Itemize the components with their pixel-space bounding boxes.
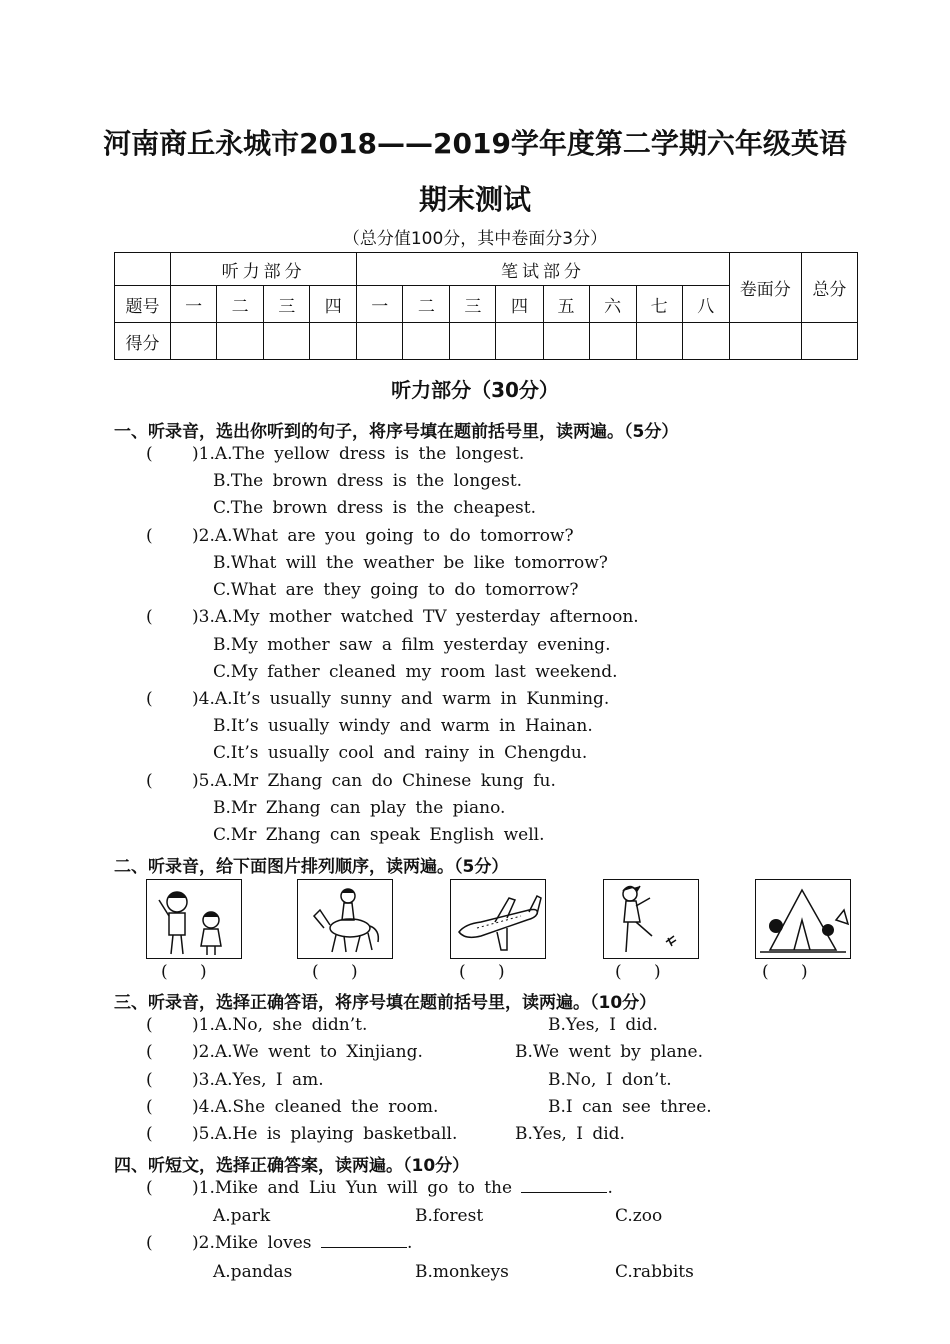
s4-q1-stem xyxy=(192,1178,613,1198)
q4-option-b: B.It’s usually windy and warm in Hainan. xyxy=(213,716,593,736)
writing-number-cell: 八 xyxy=(682,286,729,323)
girl-kicking-shuttlecock-picture xyxy=(603,879,699,959)
listening-number-cell: 二 xyxy=(217,286,264,323)
s3-q1-option-b: B.Yes, I did. xyxy=(548,1015,658,1035)
answer-paren[interactable]: ( xyxy=(146,1015,153,1035)
writing-number-cell: 一 xyxy=(357,286,403,323)
q1-option-a: )1.A.The yellow dress is the longest. xyxy=(192,444,525,464)
answer-paren[interactable]: ( xyxy=(146,771,153,791)
answer-paren[interactable]: ( xyxy=(146,1042,153,1062)
q3-option-b: B.My mother saw a film yesterday evening. xyxy=(213,635,611,655)
s4-q2-option-a: A.pandas xyxy=(213,1262,293,1282)
s4-q2-text: )2.Mike loves xyxy=(192,1233,312,1253)
girl-kicking-icon xyxy=(604,880,698,958)
score-cell[interactable] xyxy=(682,323,729,360)
s4-q1-option-a: A.park xyxy=(213,1206,271,1226)
fill-in-blank[interactable] xyxy=(521,1178,607,1193)
horse-rider-icon xyxy=(298,880,392,958)
s4-q1-option-c: C.zoo xyxy=(615,1206,663,1226)
answer-paren[interactable]: ( xyxy=(146,1097,153,1117)
total-score-header: 总分 xyxy=(801,253,857,323)
q1-option-c: C.The brown dress is the cheapest. xyxy=(213,498,537,518)
s3-q2-option-b: B.We went by plane. xyxy=(515,1042,704,1062)
picture-order-blank[interactable]: ( ) xyxy=(762,962,808,982)
listening-part-header: 听力部分 xyxy=(171,253,357,286)
section1-title: 一、听录音，选出你听到的句子，将序号填在题前括号里，读两遍。（5分） xyxy=(114,422,679,442)
s4-q2-end: . xyxy=(406,1233,413,1253)
picture-order-blank[interactable]: ( ) xyxy=(459,962,505,982)
answer-paren[interactable]: ( xyxy=(146,1178,153,1198)
answer-paren[interactable]: ( xyxy=(146,526,153,546)
q3-option-c: C.My father cleaned my room last weekend. xyxy=(213,662,618,682)
s4-q2-option-b: B.monkeys xyxy=(415,1262,509,1282)
answer-paren[interactable]: ( xyxy=(146,607,153,627)
q4-option-c: C.It’s usually cool and rainy in Chengdu. xyxy=(213,743,588,763)
score-cell[interactable] xyxy=(729,323,801,360)
table-corner-cell xyxy=(115,253,171,286)
q5-option-b: B.Mr Zhang can play the piano. xyxy=(213,798,506,818)
score-cell[interactable] xyxy=(403,323,450,360)
s3-q5-option-a: )5.A.He is playing basketball. xyxy=(192,1124,458,1144)
s3-q1-option-a: )1.A.No, she didn’t. xyxy=(192,1015,368,1035)
q4-option-a: )4.A.It’s usually sunny and warm in Kunming. xyxy=(192,689,610,709)
camping-tent-picture xyxy=(755,879,851,959)
s4-q2-option-c: C.rabbits xyxy=(615,1262,694,1282)
listening-number-cell: 一 xyxy=(171,286,217,323)
score-cell[interactable] xyxy=(636,323,682,360)
score-cell[interactable] xyxy=(543,323,589,360)
s3-q4-option-a: )4.A.She cleaned the room. xyxy=(192,1097,439,1117)
airplane-picture xyxy=(450,879,546,959)
question-number-label: 题号 xyxy=(115,286,171,323)
writing-number-cell: 二 xyxy=(403,286,450,323)
score-cell[interactable] xyxy=(357,323,403,360)
writing-number-cell: 五 xyxy=(543,286,589,323)
score-cell[interactable] xyxy=(217,323,264,360)
airplane-icon xyxy=(451,880,545,958)
score-cell[interactable] xyxy=(801,323,857,360)
q2-option-b: B.What will the weather be like tomorrow? xyxy=(213,553,608,573)
exam-title-line1: 河南商丘永城市2018——2019学年度第二学期六年级英语 xyxy=(103,127,847,160)
writing-number-cell: 四 xyxy=(496,286,543,323)
answer-paren[interactable]: ( xyxy=(146,444,153,464)
q2-option-a: )2.A.What are you going to do tomorrow? xyxy=(192,526,574,546)
tent-icon xyxy=(756,880,850,958)
s4-q1-text: )1.Mike and Liu Yun will go to the xyxy=(192,1178,513,1198)
score-cell[interactable] xyxy=(496,323,543,360)
s3-q5-option-b: B.Yes, I did. xyxy=(515,1124,625,1144)
writing-number-cell: 七 xyxy=(636,286,682,323)
picture-order-blank[interactable]: ( ) xyxy=(161,962,207,982)
s4-q1-end: . xyxy=(607,1178,613,1198)
exam-title-line2: 期末测试 xyxy=(418,183,531,216)
writing-number-cell: 三 xyxy=(450,286,496,323)
answer-paren[interactable]: ( xyxy=(146,1124,153,1144)
section2-title: 二、听录音，给下面图片排列顺序，读两遍。（5分） xyxy=(114,857,509,877)
listening-heading: 听力部分（30分） xyxy=(391,378,559,402)
answer-paren[interactable]: ( xyxy=(146,1070,153,1090)
writing-part-header: 笔试部分 xyxy=(357,253,729,286)
score-table xyxy=(114,252,858,360)
section4-title: 四、听短文，选择正确答案，读两遍。（10分） xyxy=(114,1156,470,1176)
score-row-label: 得分 xyxy=(115,323,171,360)
answer-paren[interactable]: ( xyxy=(146,689,153,709)
score-cell[interactable] xyxy=(450,323,496,360)
q5-option-c: C.Mr Zhang can speak English well. xyxy=(213,825,545,845)
fill-in-blank[interactable] xyxy=(321,1233,407,1248)
score-cell[interactable] xyxy=(171,323,217,360)
score-cell[interactable] xyxy=(310,323,357,360)
s4-q2-stem xyxy=(192,1233,412,1253)
s3-q3-option-b: B.No, I don’t. xyxy=(548,1070,672,1090)
score-note: （总分值100分，其中卷面分3分） xyxy=(342,229,608,249)
boy-and-girl-picture xyxy=(146,879,242,959)
section3-title: 三、听录音，选择正确答语，将序号填在题前括号里，读两遍。（10分） xyxy=(114,993,657,1013)
score-cell[interactable] xyxy=(589,323,636,360)
neatness-score-header: 卷面分 xyxy=(729,253,801,323)
listening-number-cell: 四 xyxy=(310,286,357,323)
score-cell[interactable] xyxy=(264,323,310,360)
s3-q2-option-a: )2.A.We went to Xinjiang. xyxy=(192,1042,423,1062)
writing-number-cell: 六 xyxy=(589,286,636,323)
horse-riding-picture xyxy=(297,879,393,959)
s3-q3-option-a: )3.A.Yes, I am. xyxy=(192,1070,324,1090)
q3-option-a: )3.A.My mother watched TV yesterday afternoon. xyxy=(192,607,639,627)
listening-number-cell: 三 xyxy=(264,286,310,323)
q2-option-c: C.What are they going to do tomorrow? xyxy=(213,580,579,600)
picture-order-blank[interactable]: ( ) xyxy=(312,962,358,982)
s4-q1-option-b: B.forest xyxy=(415,1206,484,1226)
answer-paren[interactable]: ( xyxy=(146,1233,153,1253)
q5-option-a: )5.A.Mr Zhang can do Chinese kung fu. xyxy=(192,771,556,791)
s3-q4-option-b: B.I can see three. xyxy=(548,1097,712,1117)
children-waving-icon xyxy=(147,880,241,958)
q1-option-b: B.The brown dress is the longest. xyxy=(213,471,523,491)
picture-order-blank[interactable]: ( ) xyxy=(615,962,661,982)
